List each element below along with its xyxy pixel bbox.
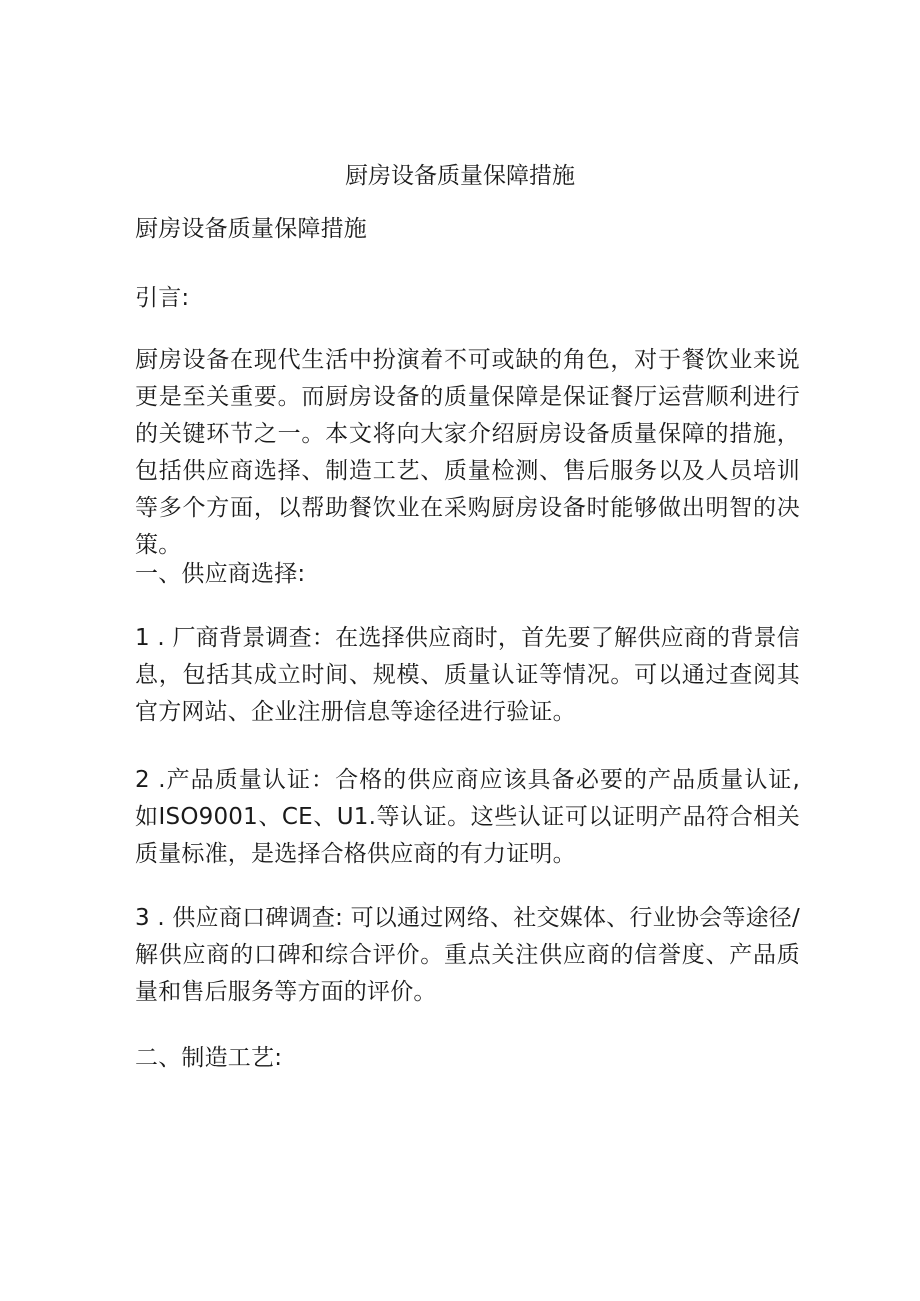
- list-item: 1 . 厂商背景调查：在选择供应商时，首先要了解供应商的背景信息，包括其成立时间、规模、质量认证等情况。可以通过查阅其官方网站、企业注册信息等途径进行验证。: [135, 625, 800, 725]
- section-heading-manufacturing-process: 二、制造工艺:: [135, 1045, 283, 1071]
- list-item: 2 .产品质量认证：合格的供应商应该具备必要的产品质量认证, 如ISO9001、CE、U1.等认证。这些认证可以证明产品符合相关质量标准，是选择合格供应商的有力证明。: [135, 767, 800, 867]
- intro-heading: 引言:: [135, 285, 190, 311]
- list-item: 3 . 供应商口碑调查: 可以通过网络、社交媒体、行业协会等途径/解供应商的口碑和综合评价。重点关注供应商的信誉度、产品质量和售后服务等方面的评价。: [135, 905, 800, 1005]
- intro-paragraph: 厨房设备在现代生活中扮演着不可或缺的角色，对于餐饮业来说更是至关重要。而厨房设备的质量保障是保证餐厅运营顺利进行的关键环节之一。本文将向大家介绍厨房设备质量保障的措施，包括供应商选择、制造工艺、质量检测、售后服务以及人员培训等多个方面，以帮助餐饮业在采购厨房设备时能够做出明智的决策。: [135, 347, 800, 558]
- document-title: 厨房设备质量保障措施: [345, 163, 575, 189]
- document-subtitle: 厨房设备质量保障措施: [135, 216, 367, 242]
- section-heading-supplier-selection: 一、供应商选择:: [135, 561, 306, 587]
